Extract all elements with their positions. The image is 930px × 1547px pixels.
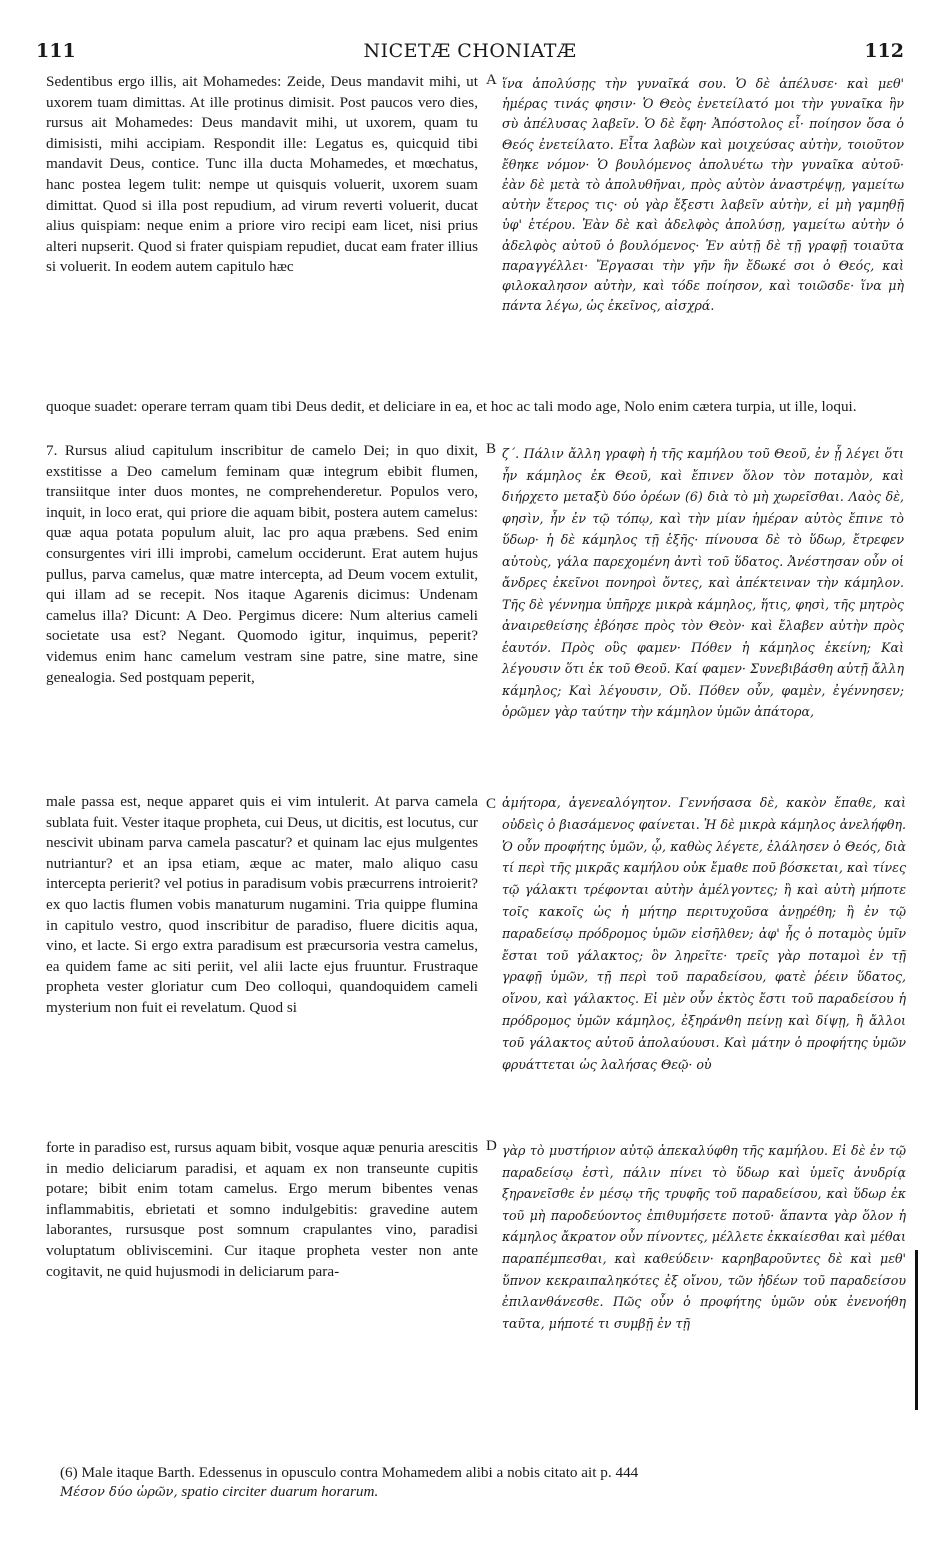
greek-column-section-a	[502, 74, 904, 390]
latin-paragraph-c: male passa est, neque apparet quis ei vim intulerit. At parva camela sublata fuit. Vester itaque propheta, cui Deus, ut dicitis, est locutus, cur nescivit ubinam parva camela pascatur? et quinam lac ejus mulgentes nutriantur? et an ipsa etiam, æque ac mater, malo aliquo casu intercepta perierit? vel potius in paradisum vobis præcurrens introierit? ex quo lactis flumen vobis manaturum nugamini. Tria quippe flumina in capitulo vestro, quod inscribitur de paradiso, fluere dicitis aqua, vino, et lacte. Si ergo extra paradisum est præcursoria vestra camelus, ea quidem fame ac siti periit, vel alii lacte ejus fruuntur. Frustraque propheta vester gloriatur cum Deo colloqui, quandoquidem cameli mysterium non fuit ei revelatum. Quod si	[46, 793, 478, 1016]
margin-bar	[915, 1250, 918, 1410]
latin-paragraph-d: forte in paradiso est, rursus aquam bibit, vosque aquæ penuria arescitis in medio deliciarum paradisi, et aquam ex non transeunte cupitis potare; bibit enim totam camelus. Ergo merum bibentes venas inflammabitis, ebrietati et somno indulgebitis: gravedine autem laborantes, rursusque post somnum crapulantes vino, paradisi voluptatum obliviscemini. Cur itaque propheta vester non ante cogitavit, ne quid hujusmodi in deliciarum para-	[46, 1139, 478, 1280]
greek-column-section-c	[502, 792, 906, 1137]
page-number-left: 111	[36, 40, 76, 62]
greek-paragraph-b: ζ΄. Πάλιν ἄλλη γραφὴ ἡ τῆς καμήλου τοῦ Θεοῦ, ἐν ᾗ λέγει ὅτι ἦν κάμηλος ἐκ Θεοῦ, καὶ ἔπινεν ὅλον τὸν ποταμὸν, καὶ διήρχετο μεταξὺ δύο ὀρέων (6) διὰ τὸ μὴ χωρεῖσθαι. Λαὸς δὲ, φησὶν, ἦν ἐν τῷ τόπῳ, καὶ τὴν μίαν ἡμέραν αὐτὸς ἔπινε τὸ ὕδωρ· ἡ δὲ κάμηλος τῇ ἑξῆς· πίνουσα δὲ τὸ ὕδωρ, ἔτρεφεν αὐτοὺς, γάλα παρεχομένη ἀντὶ τοῦ ὕδατος. Ἀνέστησαν οὖν οἱ ἄνδρες ἐκεῖνοι πονηροὶ ὄντες, καὶ ἀπέκτειναν τὴν κάμηλον. Τῆς δὲ γέννημα ὑπῆρχε μικρὰ κάμηλος, ἥτις, φησὶ, τῆς μητρὸς ἀναιρεθείσης ἐβόησε πρὸς τὸν Θεὸν· καὶ ἔλαβεν αὐτὴν πρὸς ἑαυτόν. Πρὸς οὓς φαμεν· Πόθεν ἡ κάμηλος ἐκείνη; Καὶ λέγουσιν ὅτι ἐκ τοῦ Θεοῦ. Καί φαμεν· Συνεβιβάσθη αὐτῇ ἄλλη κάμηλος; Καὶ λέγουσιν, Οὔ. Πόθεν οὖν, φαμὲν, ἐγέννησεν; ὁρῶμεν γὰρ ταύτην τὴν κάμηλον ὑμῶν ἀπάτορα,	[502, 446, 904, 719]
full-width-continuation	[46, 397, 906, 439]
latin-column-section-c	[46, 792, 478, 1137]
margin-marker-c: C	[486, 796, 497, 812]
latin-column-section-a	[46, 72, 478, 390]
footnote-line-1: (6) Male itaque Barth. Edessenus in opusculo contra Mohamedem alibi a nobis citato ait p. 444	[60, 1464, 639, 1481]
margin-marker-a: A	[486, 72, 497, 88]
greek-column-section-d	[502, 1140, 906, 1375]
margin-marker-d: D	[486, 1138, 497, 1154]
footnote-latin: spatio circiter duarum horarum.	[181, 1483, 379, 1500]
footnote-greek: Μέσον δύο ὡρῶν,	[60, 1485, 178, 1500]
footnote	[60, 1463, 910, 1502]
greek-paragraph-a: ἵνα ἀπολύσῃς τὴν γυναῖκά σου. Ὁ δὲ ἀπέλυσε· καὶ μεθ' ἡμέρας τινάς φησιν· Ὁ Θεὸς ἐνετείλατό μοι τὴν γυναῖκα ἣν σὺ ἀπέλυσας λαβεῖν. Ὁ δὲ ἔφη· Ἀπόστολος εἶ· ποίησον ὅσα ὁ Θεός ἐνετείλατο. Εἶτα λαβὼν καὶ μοιχεύσας αὐτὴν, τοιοῦτον ἔθηκε νόμον· Ὁ βουλόμενος ἀπολυέτω τὴν γυναῖκα αὐτοῦ· ἐὰν δὲ μετὰ τὸ ἀπολυθῆναι, πρὸς αὐτὸν ἀναστρέψῃ, γαμείτω αὐτὴν ἕτερος τις· οὐ γὰρ ἔξεστι λαβεῖν αὐτὴν, εἰ μὴ γαμηθῇ ὑφ' ἑτέρου. Ἐὰν δὲ καὶ ἀδελφὸς ἀπολύσῃ, γαμείτω αὐτὴν ὁ ἀδελφὸς αὐτοῦ ὁ βουλόμενος· Ἐν αὐτῇ δὲ τῇ γραφῇ τοιαῦτα παραγγέλλει· Ἔργασαι τὴν γῆν ἣν ἔδωκέ σοι ὁ Θεός, καὶ φιλοκαλησον αὐτὴν, καὶ τόδε ποίησον, καὶ τοιῶσδε· ἵνα μὴ πάντα λέγω, ὡς ἐκεῖνος, αἰσχρά.	[502, 76, 904, 314]
greek-column-section-b	[502, 443, 904, 788]
latin-column-section-d	[46, 1138, 478, 1373]
running-header	[36, 40, 904, 64]
latin-paragraph-a: Sedentibus ergo illis, ait Mohamedes: Zeide, Deus mandavit mihi, ut uxorem tuam dimittas. At ille protinus dimisit. Post paucos vero dies, rursus ait Mohamedes: Deus mandavit mihi, ut uxorem, quam tu dimisisti, mihi accipiam. Respondit ille: Legatus es, quicquid tibi mandavit Deus, contice. Tunc illa ducta Mohamedes, et mœchatus, hanc postea legem tulit: nempe ut quisquis voluerit, uxorem suam dimittat. Quod si illa post repudium, ad virum reverti voluerit, ducat alius quispiam: neque enim a priore viro recipi eam licet, nisi prius alteri nupserit. Quod si frater quispiam repudiet, ducat eam frater illius si voluerit. In eodem autem capitulo hæc	[46, 73, 478, 276]
greek-paragraph-c: ἀμήτορα, ἀγενεαλόγητον. Γεννήσασα δὲ, κακὸν ἔπαθε, καὶ οὐδεὶς ὁ βιασάμενος φαίνεται. Ἡ δὲ μικρὰ κάμηλος ἀνελήφθη. Ὁ οὖν προφήτης ὑμῶν, ᾧ, καθὼς λέγετε, ἐλάλησεν ὁ Θεός, διὰ τί περὶ τῆς μικρᾶς καμήλου οὐκ ἔμαθε ποῦ βόσκεται, καὶ τίνες τῷ γάλακτι τρέφονται αὐτὴν ἀμέλγοντες; ἢ καὶ αὐτὴ μήποτε τοῖς κακοῖς ὡς ἡ μήτηρ περιτυχοῦσα ἀνῃρέθη; ἢ ἐν τῷ παραδείσῳ πρόδρομος ὑμῶν εἰσῆλθεν; ἀφ' ἧς ὁ ποταμὸς ὑμῖν ἔσται τοῦ γάλακτος; ὃν ληρεῖτε· τρεῖς γὰρ ποταμοὶ ἐν τῇ γραφῇ ὑμῶν, τῇ περὶ τοῦ παραδείσου, φατὲ ῥέειν ὕδατος, οἴνου, καὶ γάλακτος. Εἰ μὲν οὖν ἐκτὸς ἔστι τοῦ παραδείσου ἡ πρόδρομος ὑμῶν κάμηλος, ἐξηράνθη πείνῃ καὶ δίψῃ, ἢ ἄλλοι τοῦ γάλακτος αὐτοῦ ἀπολαύουσι. Καὶ μάτην ὁ προφήτης ὑμῶν φρυάττεται ὡς λαλήσας Θεῷ· οὐ	[502, 795, 906, 1072]
latin-paragraph-b: 7. Rursus aliud capitulum inscribitur de camelo Dei; in quo dixit, exstitisse a Deo camelum feminam quæ integrum ebibit flumen, transiitque inter duos montes, ne comprehenderetur. Populos vero, inquit, in loco erat, qui priore die aquam bibit, postera autem camelus: quæ aqua potata populum aluit, lac pro aqua præbens. Sed enim consurgentes viri illi improbi, camelum occiderunt. Erat autem hujus pullus, parva camelus, quæ matre intercepta, ad Deum vocem extulit, qui illam ad se recepit. Nos itaque Agarenis dicimus: Undenam camelus illa? Dicunt: A Deo. Pergimus dicere: Num alterius cameli societate usa est? Negant. Quomodo igitur, inquimus, peperit? videmus enim hanc camelum vestram sine patre, sine matre, sine genealogia. Sed postquam peperit,	[46, 442, 478, 686]
latin-column-section-b	[46, 441, 478, 786]
margin-marker-b: B	[486, 441, 497, 457]
footnote-line-2	[60, 1482, 910, 1502]
running-title: NICETÆ CHONIATÆ	[363, 40, 577, 62]
continuation-text: quoque suadet: operare terram quam tibi Deus dedit, et deliciare in ea, et hoc ac tali modo age, Nolo enim cætera turpia, ut ille, loqui.	[46, 398, 857, 415]
page-number-right: 112	[864, 40, 904, 62]
greek-paragraph-d: γὰρ τὸ μυστήριον αὐτῷ ἀπεκαλύφθη τῆς καμήλου. Εἰ δὲ ἐν τῷ παραδείσῳ ἐστὶ, πάλιν πίνει τὸ ὕδωρ καὶ ὑμεῖς ἀνυδρίᾳ ξηρανεῖσθε ἐν μέσῳ τῆς τρυφῆς τοῦ παραδείσου, καὶ ὕδωρ ἐκ τοῦ μὴ παροδεύοντος ἐπιθυμήσετε ποτοῦ· ἅπαντα γὰρ ὅλον ἡ κάμηλος ἄκρατον οὖν πίνοντες, μέλλετε ἐκκαίεσθαι καὶ μέθαι παραπέμπεσθαι, καὶ καθεύδειν· καρηβαροῦντες δὲ καὶ μεθ' ὕπνον κεκραιπαληκότες ἐξ οἴνου, τῶν ἡδέων τοῦ παραδείσου ἐπιλανθάνεσθε. Πῶς οὖν ὁ προφήτης ὑμῶν οὐκ ἐνενοήθη ταῦτα, μήποτέ τι συμβῇ ἐν τῇ	[502, 1143, 906, 1331]
